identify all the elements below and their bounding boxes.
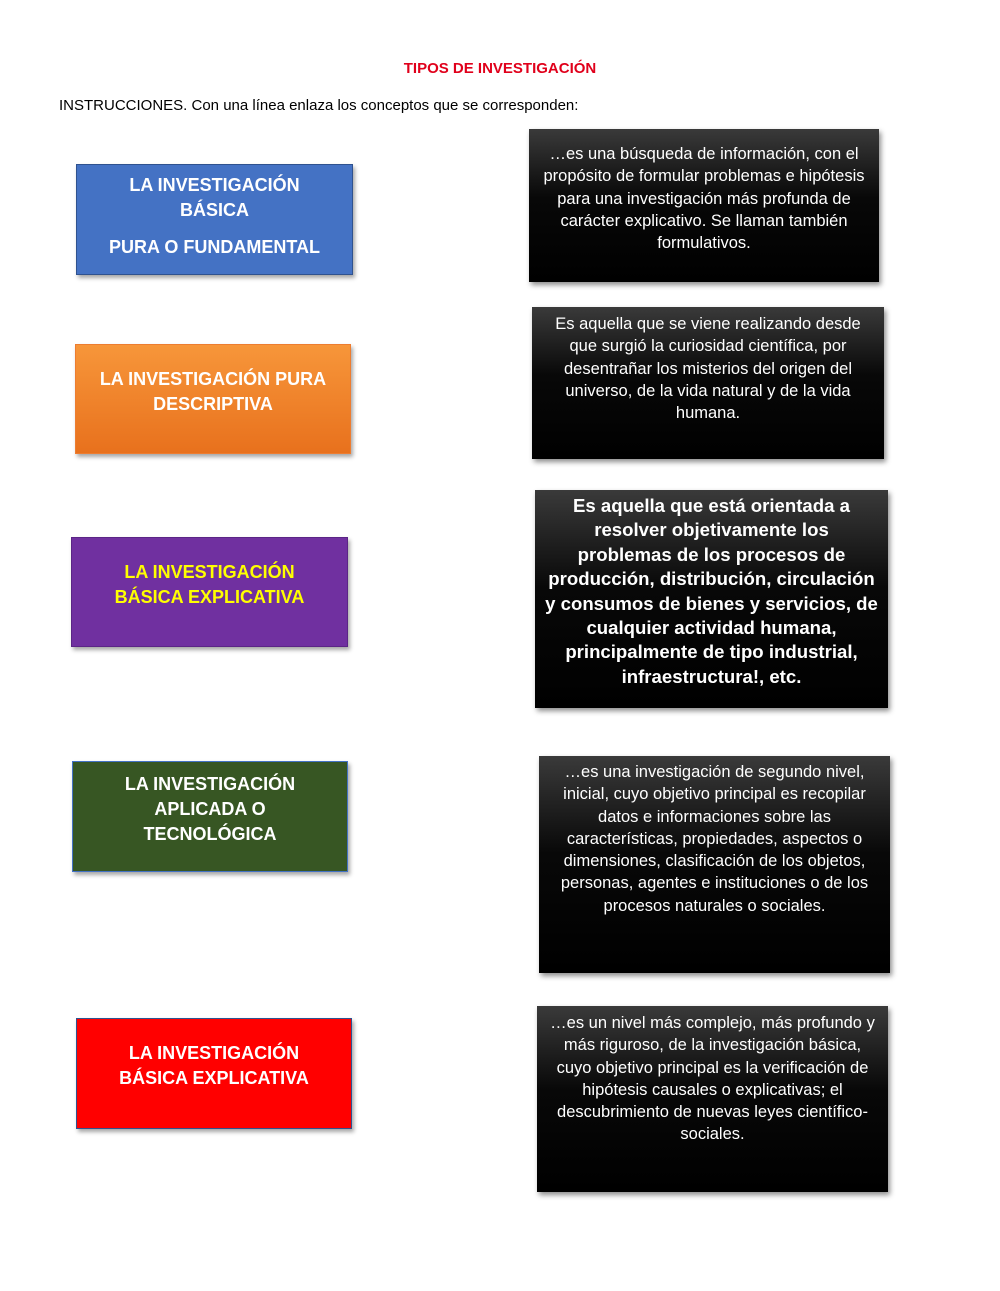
concept-label-line: BÁSICA EXPLICATIVA (114, 587, 305, 607)
definition-box-1[interactable]: …es una búsqueda de información, con el propósito de formular problemas e hipótesis para una investigación más profunda de carácter explicativo. Se llaman también formulativos. (529, 129, 879, 282)
concept-box-basica-explicativa-purple[interactable] (71, 537, 348, 647)
concept-box-basica-explicativa-red[interactable] (76, 1018, 352, 1129)
concept-label-line: BÁSICA EXPLICATIVA (119, 1068, 309, 1088)
concept-label-line: LA INVESTIGACIÓN (124, 774, 296, 794)
definition-box-2[interactable]: Es aquella que se viene realizando desde que surgió la curiosidad científica, por desentrañar los misterios del origen del universo, de la vida natural y de la vida humana. (532, 307, 884, 459)
concept-label-line: APLICADA O (154, 799, 266, 819)
concept-label-line: TECNOLÓGICA (143, 824, 277, 844)
concept-label-line: LA INVESTIGACIÓN (128, 1043, 300, 1063)
concept-label-line: LA INVESTIGACIÓN PURA (99, 369, 327, 389)
concept-label-line: LA INVESTIGACIÓN (124, 562, 295, 582)
page-title: TIPOS DE INVESTIGACIÓN (403, 60, 597, 77)
definition-box-3[interactable]: Es aquella que está orientada a resolver objetivamente los problemas de los procesos de producción, distribución, circulación y consumos de bienes y servicios, de cualquier actividad humana, principalmente de tipo industrial, infraestructura!, etc. (535, 490, 888, 708)
concept-label-line: DESCRIPTIVA (153, 394, 273, 414)
concept-box-pura-descriptiva[interactable] (75, 344, 351, 454)
concept-label-line: LA INVESTIGACIÓN (129, 175, 300, 195)
definition-box-5[interactable]: …es un nivel más complejo, más profundo y más riguroso, de la investigación básica, cuyo objetivo principal es la verificación de hipótesis causales o explicativas; el descubrimiento de nuevas leyes científico- sociales. (537, 1006, 888, 1192)
concept-box-aplicada-tecnologica[interactable] (72, 761, 348, 872)
concept-label-line: PURA O FUNDAMENTAL (109, 237, 320, 257)
instructions-text: INSTRUCCIONES. Con una línea enlaza los conceptos que se corresponden: (59, 97, 579, 114)
definition-box-4[interactable]: …es una investigación de segundo nivel, inicial, cuyo objetivo principal es recopilar datos e informaciones sobre las características, propiedades, aspectos o dimensiones, clasificación de los objetos, personas, agentes e instituciones o de los procesos naturales o sociales. (539, 756, 890, 973)
concept-label-line: BÁSICA (179, 200, 249, 220)
concept-box-basica-pura[interactable] (76, 164, 353, 275)
